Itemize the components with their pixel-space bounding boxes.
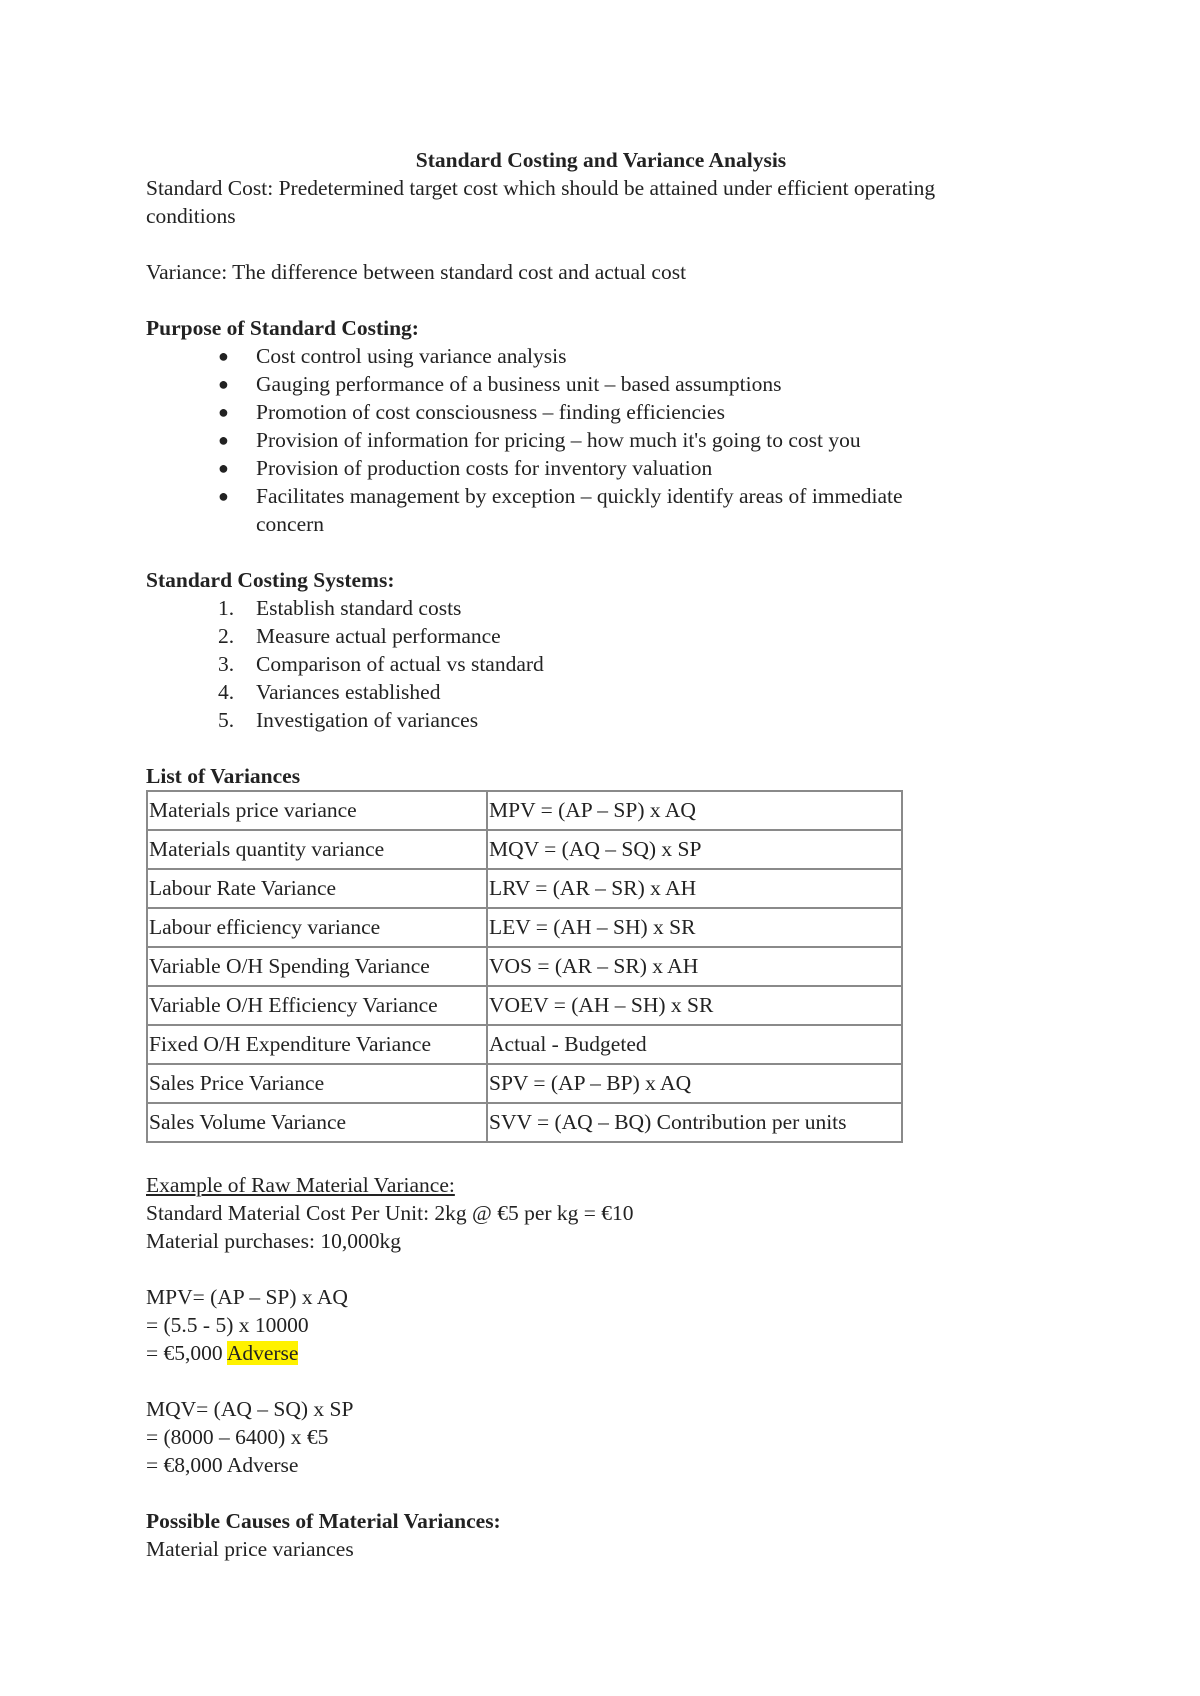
mqv-result: = €8,000 Adverse bbox=[146, 1453, 299, 1477]
list-item: ● Provision of information for pricing – how much it's going to cost you bbox=[218, 428, 861, 452]
variance-formula-cell: LRV = (AR – SR) x AH bbox=[487, 869, 902, 908]
mqv-substitution: = (8000 – 6400) x €5 bbox=[146, 1425, 329, 1449]
variance-name-cell: Variable O/H Efficiency Variance bbox=[147, 986, 487, 1025]
mpv-formula: MPV= (AP – SP) x AQ bbox=[146, 1285, 348, 1309]
bullet-icon: ● bbox=[218, 346, 229, 366]
example-heading: Example of Raw Material Variance: bbox=[146, 1173, 455, 1197]
variance-formula-cell: VOEV = (AH – SH) x SR bbox=[487, 986, 902, 1025]
variance-formula-cell: MQV = (AQ – SQ) x SP bbox=[487, 830, 902, 869]
causes-heading: Possible Causes of Material Variances: bbox=[146, 1509, 501, 1533]
document-body bbox=[146, 146, 1076, 1563]
variance-name-cell: Sales Price Variance bbox=[147, 1064, 487, 1103]
list-item: ● Promotion of cost consciousness – finding efficiencies bbox=[218, 400, 725, 424]
variance-formula-cell: LEV = (AH – SH) x SR bbox=[487, 908, 902, 947]
table-row bbox=[147, 1103, 902, 1142]
bullet-icon: ● bbox=[218, 402, 229, 422]
variance-name-cell: Labour Rate Variance bbox=[147, 869, 487, 908]
list-item: 2. Measure actual performance bbox=[218, 624, 501, 648]
variance-name-cell: Materials quantity variance bbox=[147, 830, 487, 869]
list-item: ● Facilitates management by exception – quickly identify areas of immediate bbox=[218, 484, 903, 508]
variance-name-cell: Labour efficiency variance bbox=[147, 908, 487, 947]
list-item: ● Cost control using variance analysis bbox=[218, 344, 567, 368]
mpv-result: = €5,000 Adverse bbox=[146, 1341, 299, 1365]
variance-name-cell: Sales Volume Variance bbox=[147, 1103, 487, 1142]
table-row bbox=[147, 1025, 902, 1064]
list-item: ● Provision of production costs for inventory valuation bbox=[218, 456, 713, 480]
bullet-icon: ● bbox=[218, 486, 229, 506]
table-row bbox=[147, 869, 902, 908]
bullet-icon: ● bbox=[218, 374, 229, 394]
page-title: Standard Costing and Variance Analysis bbox=[415, 148, 787, 172]
variance-formula-cell: Actual - Budgeted bbox=[487, 1025, 902, 1064]
table-row bbox=[147, 791, 902, 830]
variance-name-cell: Materials price variance bbox=[147, 791, 487, 830]
example-purchases: Material purchases: 10,000kg bbox=[146, 1229, 401, 1253]
list-item: 1. Establish standard costs bbox=[218, 596, 462, 620]
variance-name-cell: Variable O/H Spending Variance bbox=[147, 947, 487, 986]
causes-line: Material price variances bbox=[146, 1537, 354, 1561]
systems-heading: Standard Costing Systems: bbox=[146, 568, 395, 592]
list-item: 5. Investigation of variances bbox=[218, 708, 479, 732]
variance-formula-cell: SPV = (AP – BP) x AQ bbox=[487, 1064, 902, 1103]
variance-formula-cell: MPV = (AP – SP) x AQ bbox=[487, 791, 902, 830]
variances-table bbox=[146, 790, 903, 1143]
mqv-calculation bbox=[146, 1395, 1076, 1479]
list-item: 4. Variances established bbox=[218, 680, 441, 704]
variances-heading: List of Variances bbox=[146, 764, 301, 788]
list-item: ● Gauging performance of a business unit – based assumptions bbox=[218, 372, 782, 396]
mpv-substitution: = (5.5 - 5) x 10000 bbox=[146, 1313, 309, 1337]
variance-name-cell: Fixed O/H Expenditure Variance bbox=[147, 1025, 487, 1064]
list-item: 3. Comparison of actual vs standard bbox=[218, 652, 544, 676]
example-standard-cost: Standard Material Cost Per Unit: 2kg @ €5 per kg = €10 bbox=[146, 1201, 634, 1225]
bullet-icon: ● bbox=[218, 430, 229, 450]
purpose-heading: Purpose of Standard Costing: bbox=[146, 316, 419, 340]
mpv-calculation bbox=[146, 1283, 1076, 1367]
table-row bbox=[147, 1064, 902, 1103]
table-row bbox=[147, 947, 902, 986]
variance-definition: Variance: The difference between standard cost and actual cost bbox=[146, 260, 687, 284]
adverse-highlight: Adverse bbox=[226, 1341, 299, 1365]
systems-list bbox=[146, 594, 1076, 734]
standard-cost-line-2: conditions bbox=[146, 204, 236, 228]
bullet-icon: ● bbox=[218, 458, 229, 478]
variance-formula-cell: SVV = (AQ – BQ) Contribution per units bbox=[487, 1103, 902, 1142]
list-item-continuation: concern bbox=[256, 512, 325, 536]
table-row bbox=[147, 830, 902, 869]
table-row bbox=[147, 986, 902, 1025]
purpose-list bbox=[146, 342, 1076, 538]
standard-cost-definition bbox=[146, 174, 1076, 230]
table-row bbox=[147, 908, 902, 947]
mqv-formula: MQV= (AQ – SQ) x SP bbox=[146, 1397, 354, 1421]
standard-cost-line-1: Standard Cost: Predetermined target cost which should be attained under efficient operating bbox=[146, 176, 936, 200]
variance-formula-cell: VOS = (AR – SR) x AH bbox=[487, 947, 902, 986]
